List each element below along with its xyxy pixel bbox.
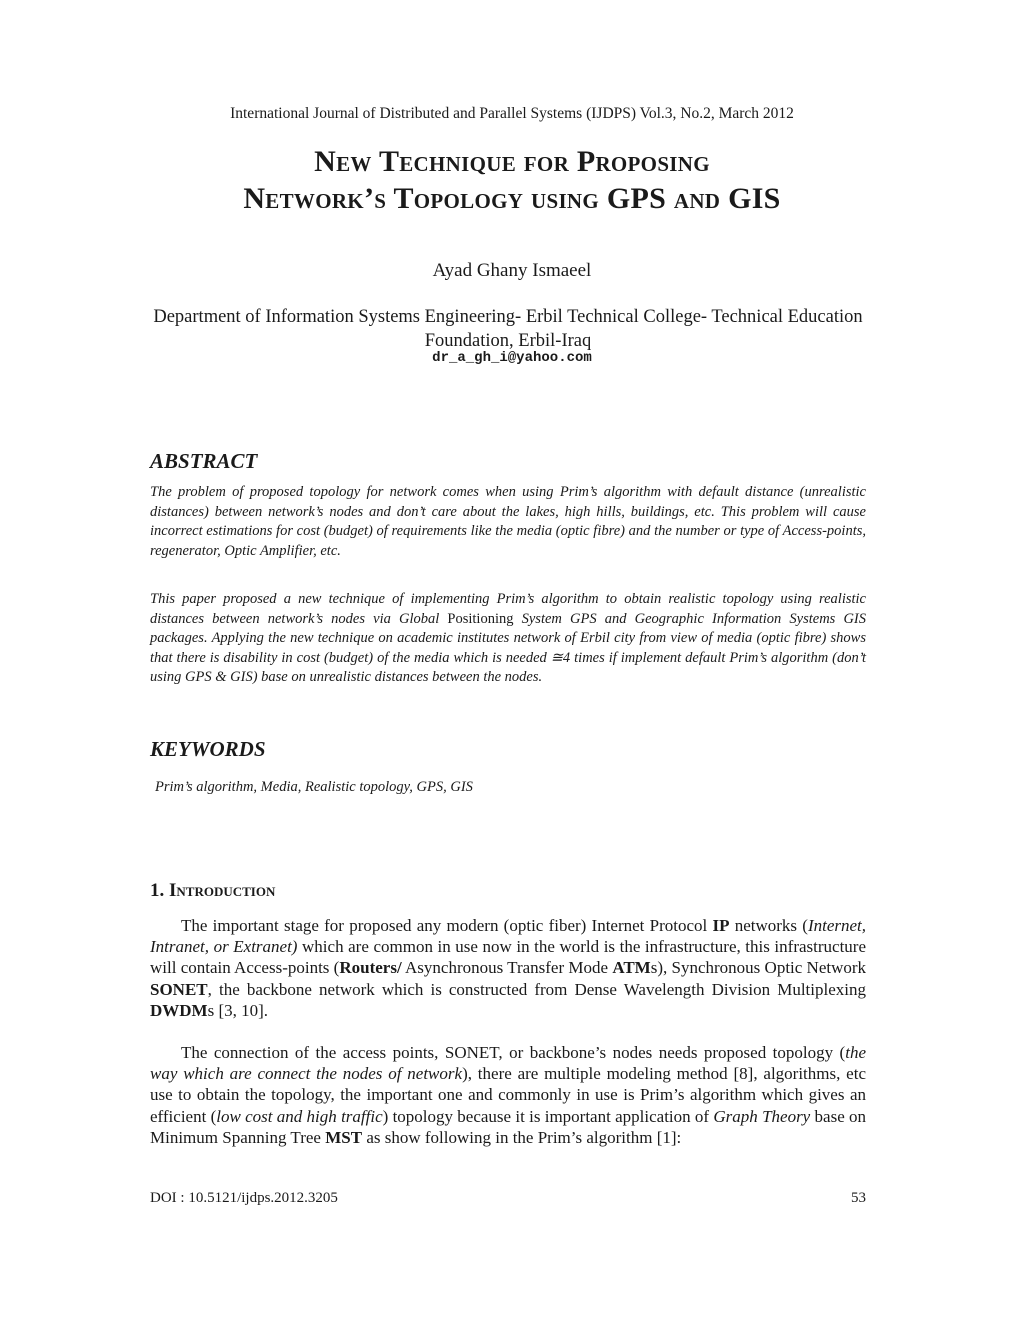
intro-p2-text-3: ) topology because it is important application of <box>382 1106 710 1126</box>
intro-p1-text-2: networks ( <box>734 916 808 935</box>
intro-p2-text-2: ), there are multiple modeling method [8], algorithms, etc use to obtain the topology, the important one and commonly in use is Prim’s algorithm which gives an efficient ( <box>150 1064 866 1126</box>
intro-p2-bold-mst: MST <box>325 1127 363 1147</box>
abstract-paragraph-1: The problem of proposed topology for network comes when using Prim’s algorithm with default distance (unrealistic distances) between network’s nodes and don’t care about the lakes, high hills, buildings, etc. This problem will cause incorrect estimations for cost (budget) of requirements like the media (optic fibre) and the number or type of Access-points, regenerator, Optic Amplifier, etc. <box>150 484 866 559</box>
author-email: dr_a_gh_i@yahoo.com <box>432 350 592 366</box>
author-name: Ayad Ghany Ismaeel <box>432 260 592 281</box>
abstract-p2-part-b: Positioning <box>447 610 514 627</box>
introduction-paragraph-1 <box>150 915 866 1021</box>
intro-p1-bold-atm: ATM <box>612 958 651 978</box>
intro-p2-italic-2: low cost and high traffic <box>216 1106 383 1126</box>
page-footer <box>150 1190 866 1207</box>
intro-p1-text-4: Asynchronous Transfer Mode <box>405 958 609 978</box>
intro-p1-text-5: s), Synchronous Optic Network <box>650 958 867 978</box>
footer-doi: DOI : 10.5121/ijdps.2012.3205 <box>150 1190 338 1206</box>
abstract-p2-part-a: This paper proposed a new technique of implementing Prim’s algorithm to obtain realistic topology using realistic distances between network’s nodes via Global <box>150 591 866 627</box>
keywords-heading: KEYWORDS <box>150 737 266 761</box>
intro-p1-text-3: which are common in use now in the world is the infrastructure, this infrastructure will contain Access-points ( <box>150 937 866 978</box>
abstract-p2-part-c: System GPS and Geographic Information Systems GIS packages. Applying the new technique on academic institutes network of Erbil city from view of media (optic fibre) shows that there is disability in cost (budget) of the media which is needed ≅4 times if implement default Prim’s algorithm (don’t using GPS & GIS) base on unrealistic distances between the nodes. <box>150 610 867 685</box>
introduction-heading: 1. Introduction <box>150 880 276 901</box>
intro-p1-bold-dwdm: DWDM <box>150 1000 208 1020</box>
keywords-text: Prim’s algorithm, Media, Realistic topology, GPS, GIS <box>155 779 473 795</box>
intro-p1-text-6: , the backbone network which is constructed from Dense Wavelength Division Multiplexing <box>207 979 866 999</box>
intro-p1-bold-ip: IP <box>712 916 730 935</box>
intro-p2-italic-3: Graph Theory <box>713 1106 811 1126</box>
intro-p1-bold-sonet: SONET <box>150 979 208 999</box>
intro-p1-text-1: The important stage for proposed any modern (optic fiber) Internet Protocol <box>181 916 708 935</box>
intro-p1-italic-1: Internet, Intranet, or Extranet) <box>150 916 867 957</box>
intro-p2-italic-1: the way which are connect the nodes of network <box>150 1043 866 1084</box>
paper-title <box>0 143 1024 217</box>
intro-p2-text-4: base on Minimum Spanning Tree <box>150 1106 867 1147</box>
intro-p1-text-7: s [3, 10]. <box>207 1000 269 1020</box>
abstract-heading: ABSTRACT <box>150 449 258 473</box>
title-line-2: Network’s Topology using GPS and GIS <box>243 182 781 215</box>
title-line-1: New Technique for Proposing <box>314 145 710 178</box>
footer-page-number: 53 <box>851 1190 866 1206</box>
intro-p2-text-1: The connection of the access points, SONET, or backbone’s nodes needs proposed topology ( <box>181 1043 846 1062</box>
journal-header: International Journal of Distributed and Parallel Systems (IJDPS) Vol.3, No.2, March 2012 <box>230 105 794 122</box>
introduction-paragraph-2 <box>150 1042 866 1148</box>
author-affiliation: Department of Information Systems Engineering- Erbil Technical College- Technical Education Foundation, Erbil-Iraq <box>153 307 863 351</box>
intro-p2-text-5: as show following in the Prim’s algorithm [1]: <box>366 1127 682 1147</box>
abstract-paragraph-2 <box>150 590 866 688</box>
intro-p1-bold-routers: Routers/ <box>339 958 402 978</box>
